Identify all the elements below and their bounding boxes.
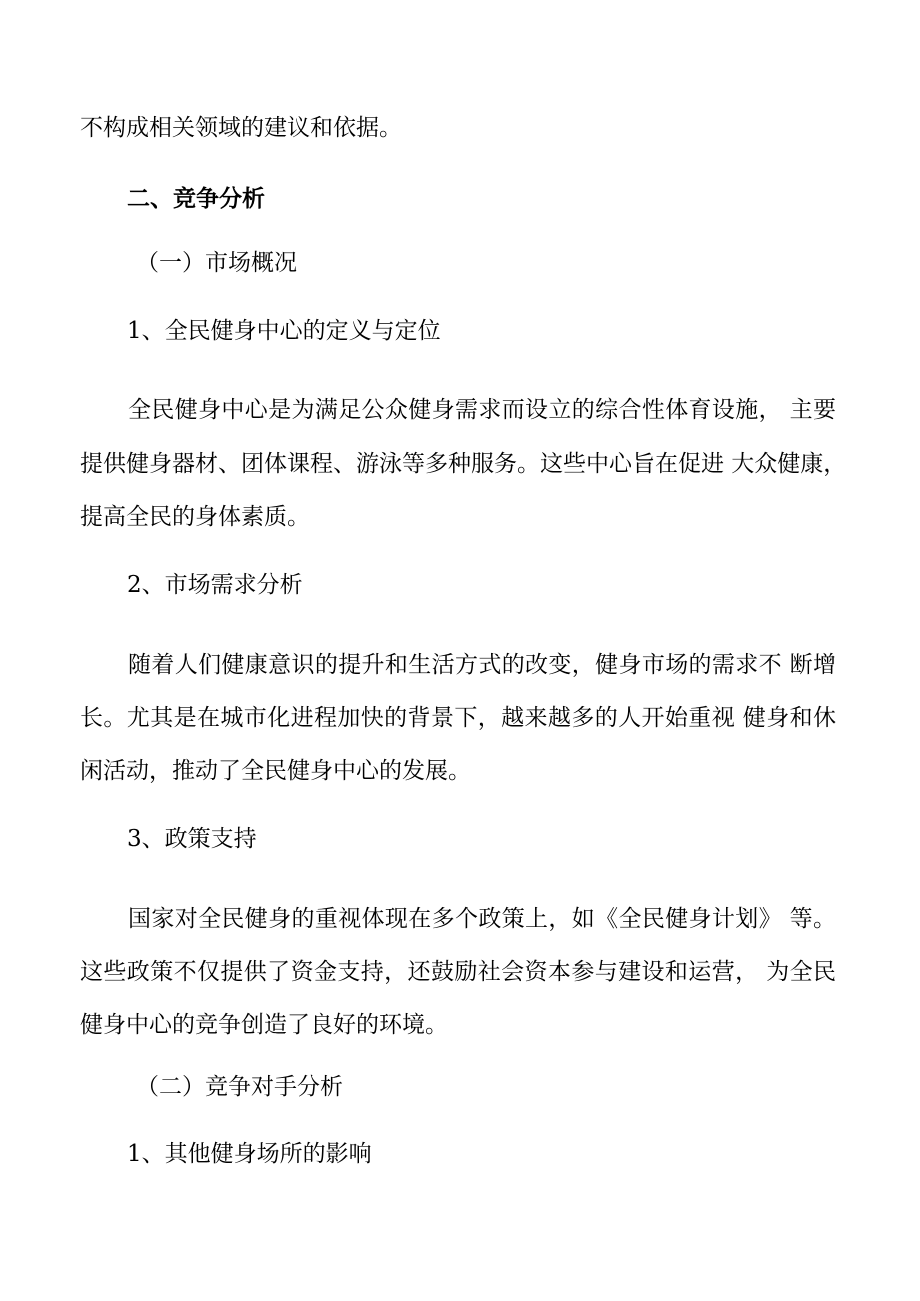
paragraph-policy-line-2: 这些政策不仅提供了资金支持，还鼓励社会资本参与建设和运营， 为全民 — [80, 959, 836, 985]
subsection-title-competitor-analysis: （二）竞争对手分析 — [136, 1074, 343, 1100]
paragraph-demand-line-1: 随着人们健康意识的提升和生活方式的改变，健身市场的需求不 断增 — [128, 652, 836, 678]
paragraph-policy-line-1: 国家对全民健身的重视体现在多个政策上，如《全民健身计划》 等。 — [128, 906, 836, 932]
paragraph-definition-line-2: 提供健身器材、团体课程、游泳等多种服务。这些中心旨在促进 大众健康， — [80, 451, 847, 477]
subsection-title-market-overview: （一）市场概况 — [136, 250, 297, 276]
paragraph-demand-line-2: 长。尤其是在城市化进程加快的背景下，越来越多的人开始重视 健身和休 — [80, 705, 836, 731]
item-heading-policy: 3、政策支持 — [127, 826, 257, 852]
item-heading-other-venues: 1、其他健身场所的影响 — [127, 1141, 372, 1167]
paragraph-definition-line-1: 全民健身中心是为满足公众健身需求而设立的综合性体育设施， 主要 — [128, 397, 836, 423]
paragraph-policy-line-3: 健身中心的竞争创造了良好的环境。 — [80, 1012, 448, 1038]
section-heading: 二、竞争分析 — [127, 185, 265, 212]
continuation-text: 不构成相关领域的建议和依据。 — [80, 115, 402, 141]
paragraph-definition-line-3: 提高全民的身体素质。 — [80, 504, 310, 530]
item-heading-definition: 1、全民健身中心的定义与定位 — [127, 318, 441, 344]
item-heading-demand: 2、市场需求分析 — [127, 572, 303, 598]
paragraph-demand-line-3: 闲活动，推动了全民健身中心的发展。 — [80, 758, 471, 784]
